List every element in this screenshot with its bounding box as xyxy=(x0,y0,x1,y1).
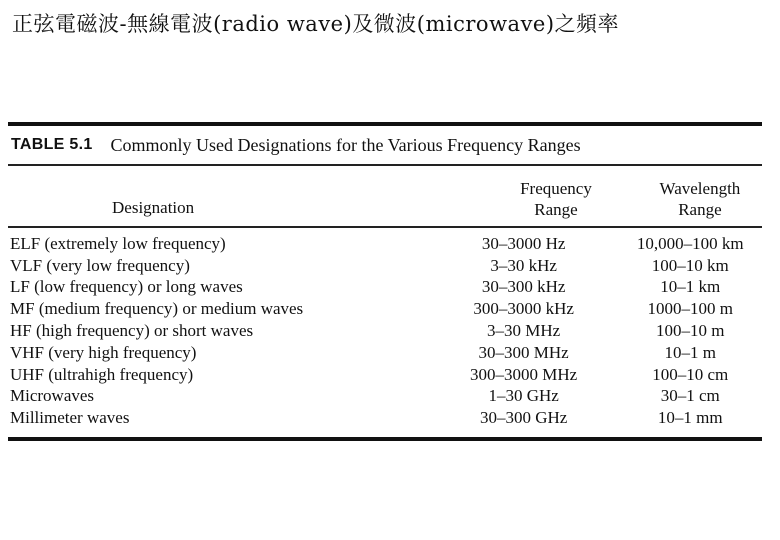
cell-designation: HF (high frequency) or short waves xyxy=(10,321,254,341)
cell-frequency: 30–300 kHz xyxy=(481,277,566,297)
cell-wavelength: 30–1 cm xyxy=(660,386,720,406)
header-wavelength-line1: Wavelength xyxy=(659,179,741,198)
cell-frequency: 1–30 GHz xyxy=(488,386,559,406)
slide-title: 正弦電磁波-無線電波(radio wave)及微波(microwave)之頻率 xyxy=(12,12,620,36)
cell-wavelength: 100–10 m xyxy=(655,321,725,341)
cell-wavelength: 10–1 mm xyxy=(657,408,723,428)
frequency-table xyxy=(8,122,762,441)
cell-designation: MF (medium frequency) or medium waves xyxy=(10,299,304,319)
table-body xyxy=(8,228,762,429)
table-bottom-rule xyxy=(8,437,762,441)
table-label: TABLE 5.1 xyxy=(11,136,93,153)
header-designation: Designation xyxy=(112,198,195,217)
table-row xyxy=(8,277,762,299)
cell-frequency: 300–3000 kHz xyxy=(473,299,574,319)
table-row xyxy=(8,298,762,320)
table-row xyxy=(8,407,762,429)
cell-designation: UHF (ultrahigh frequency) xyxy=(10,364,194,384)
cell-frequency: 3–30 kHz xyxy=(490,255,557,275)
cell-designation: VHF (very high frequency) xyxy=(10,342,197,362)
table-row xyxy=(8,233,762,255)
cell-wavelength: 10–1 km xyxy=(660,277,721,297)
cell-wavelength: 10,000–100 km xyxy=(636,233,744,253)
header-frequency-line1: Frequency xyxy=(520,179,592,198)
cell-designation: ELF (extremely low frequency) xyxy=(10,233,226,253)
cell-frequency: 30–300 MHz xyxy=(478,342,569,362)
header-wavelength-line2: Range xyxy=(678,200,722,219)
cell-frequency: 30–300 GHz xyxy=(479,408,568,428)
cell-frequency: 300–3000 MHz xyxy=(470,364,578,384)
cell-frequency: 3–30 MHz xyxy=(487,321,561,341)
cell-wavelength: 1000–100 m xyxy=(647,299,733,319)
table-header-row xyxy=(8,166,762,226)
cell-designation: Millimeter waves xyxy=(10,408,130,428)
cell-wavelength: 10–1 m xyxy=(664,342,716,362)
cell-frequency: 30–3000 Hz xyxy=(481,233,566,253)
cell-designation: LF (low frequency) or long waves xyxy=(10,277,243,297)
header-frequency xyxy=(474,178,638,220)
cell-designation: Microwaves xyxy=(10,386,95,406)
table-row xyxy=(8,364,762,386)
cell-wavelength: 100–10 km xyxy=(651,255,729,275)
header-wavelength xyxy=(638,178,762,220)
header-frequency-line2: Range xyxy=(534,200,578,219)
cell-wavelength: 100–10 cm xyxy=(652,364,729,384)
table-row xyxy=(8,255,762,277)
table-row xyxy=(8,320,762,342)
table-row xyxy=(8,386,762,408)
cell-designation: VLF (very low frequency) xyxy=(10,255,190,275)
table-caption xyxy=(8,126,762,164)
table-caption-text: Commonly Used Designations for the Various Frequency Ranges xyxy=(110,134,581,155)
table-row xyxy=(8,342,762,364)
